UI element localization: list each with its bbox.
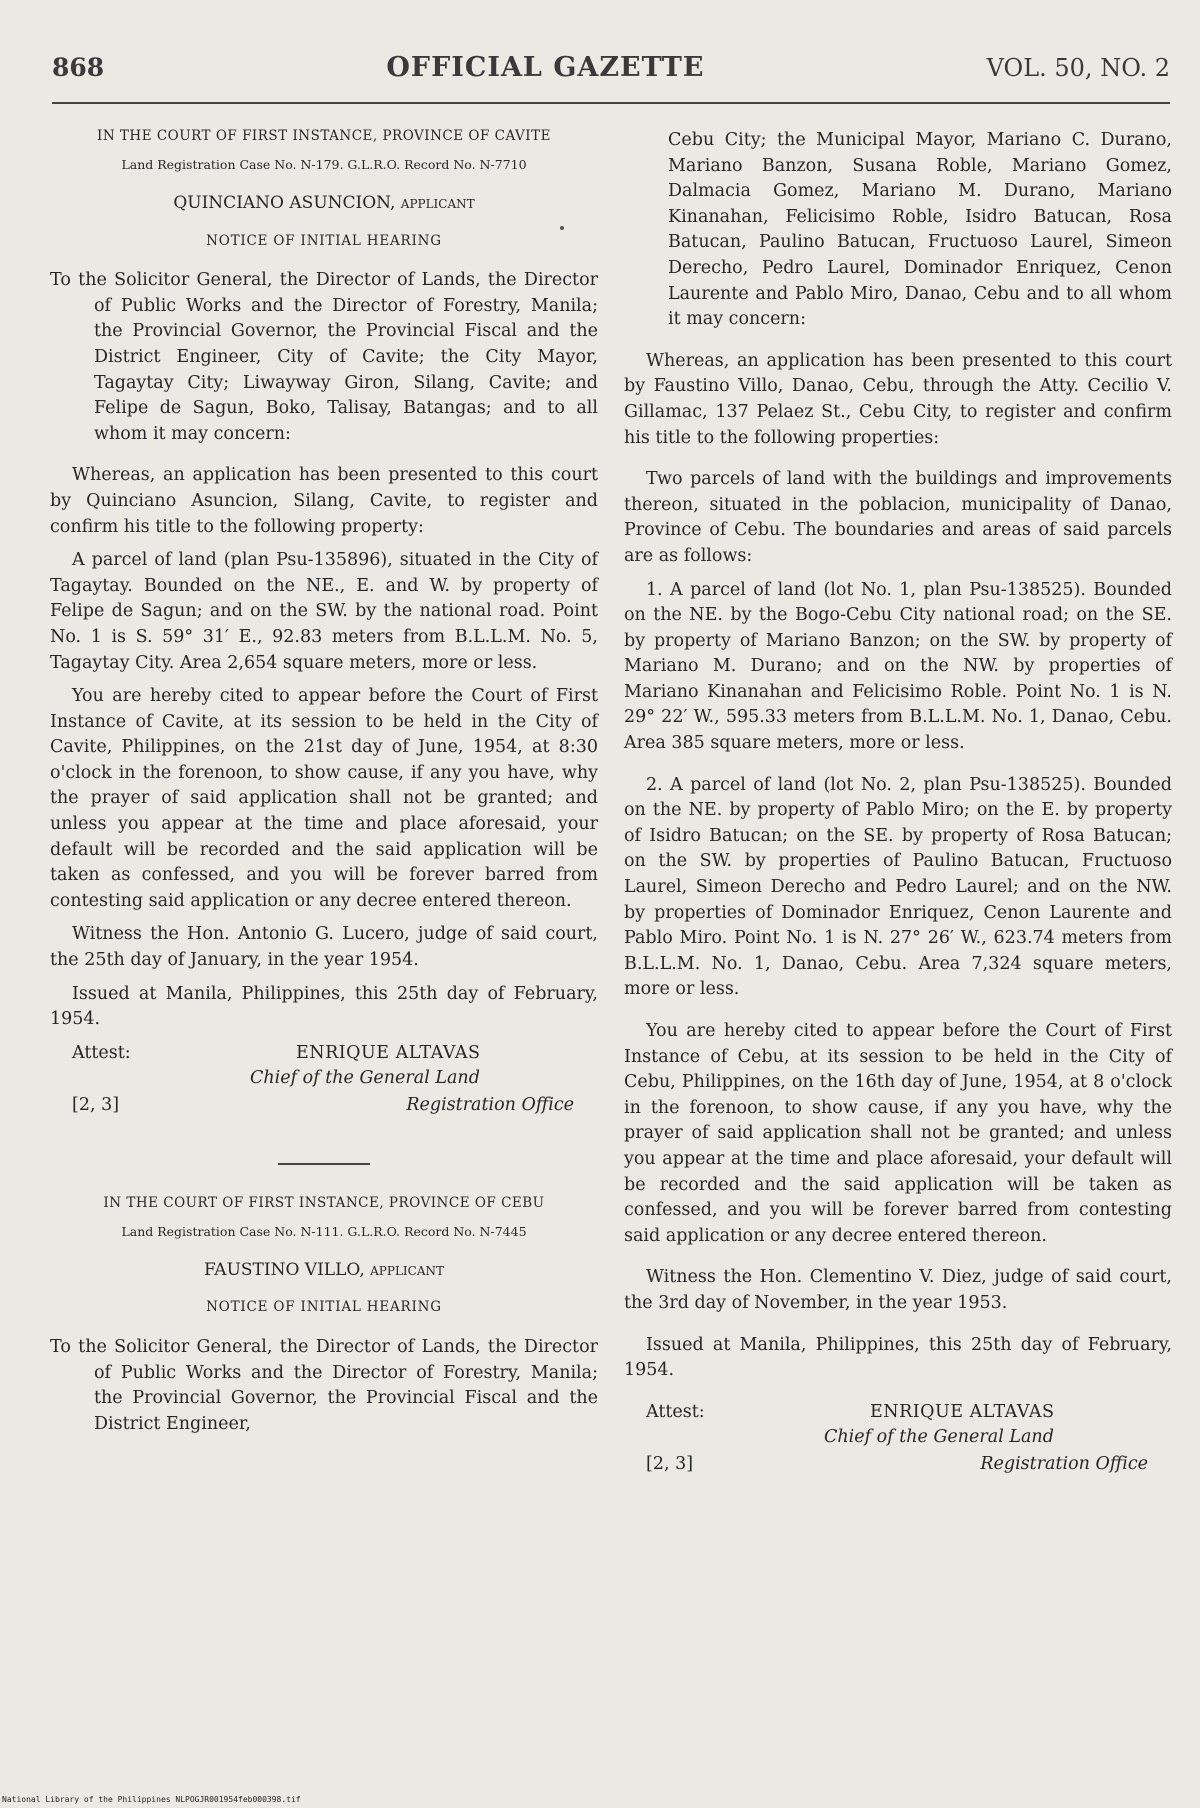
volume-number: VOL. 50, NO. 2 (986, 54, 1170, 82)
parcel-description: A parcel of land (plan Psu-135896), situated in the City of Tagaytay. Bounded on the NE., E. and W. by property of Felipe de Sagun; and on the SW. by the national road. Point No. 1 is S. 59° 31′ E., 92.83 meters from B.L.L.M. No. 5, Tagaytay City. Area 2,654 square meters, more or less. (50, 550, 598, 673)
issued-paragraph: Issued at Manila, Philippines, this 25th day of February, 1954. (50, 983, 598, 1030)
attest-title-line2: Registration Office (980, 1453, 1148, 1474)
attestation-block (624, 1400, 1172, 1492)
attest-name: ENRIQUE ALTAVAS (296, 1042, 481, 1063)
attest-title-line1: Chief of the General Land (250, 1067, 480, 1088)
parcel-description: 1. A parcel of land (lot No. 1, plan Psu-138525). Bounded on the NE. by the Bogo-Cebu City national road; on the SE. by property of Mariano Banzon; on the SW. by property of Mariano M. Durano; and on the NW. by properties of Mariano Kinanahan and Felicisimo Roble. Point No. 1 is N. 29° 22′ W., 595.33 meters from B.L.L.M. No. 1, Danao, Cebu. Area 385 square meters, more or less. (624, 579, 1172, 754)
parcel-description: 2. A parcel of land (lot No. 2, plan Psu-138525). Bounded on the NE. by property of Pablo Miro; on the E. by property of Isidro Batucan; on the SE. by property of Rosa Batucan; on the SW. by properties of Paulino Batucan, Fructuoso Laurel, Simeon Derecho and Pedro Laurel; and on the NW. by properties of Dominador Enriquez, Cenon Laurente and Pablo Miro. Point No. 1 is N. 27° 26′ W., 623.74 meters from B.L.L.M. No. 1, Danao, Cebu. Area 7,324 square meters, more or less. (624, 774, 1172, 1000)
attest-title-line2: Registration Office (406, 1094, 574, 1115)
witness-paragraph: Witness the Hon. Clementino V. Diez, judge of said court, the 3rd day of November, in the year 1953. (624, 1267, 1172, 1313)
citation-paragraph: You are hereby cited to appear before the Court of First Instance of Cebu, at its session to be held in the City of Cebu, Philippines, on the 16th day of June, 1954, at 8 o'clock in the forenoon, to show cause, if any you have, why the prayer of said application shall not be granted; and unless you appear at the time and place aforesaid, your default will be recorded and the said application will be taken as confessed, and you will be forever barred from contesting said application or any decree entered thereon. (624, 1021, 1172, 1246)
parcels-intro: Two parcels of land with the buildings and improvements thereon, situated in the poblacion, municipality of Danao, Province of Cebu. The boundaries and areas of said parcels are as follows: (624, 469, 1172, 566)
scan-footer: National Library of the Philippines NLPOGJR001954feb000398.tif (2, 1795, 301, 1804)
case-number: Land Registration Case No. N-179. G.L.R.O. Record No. N-7710 (121, 157, 527, 172)
attest-title-line1: Chief of the General Land (824, 1426, 1054, 1447)
page-number: 868 (52, 53, 105, 82)
applicant-name: FAUSTINO VILLO, applicant (203, 1259, 445, 1280)
notice-title: NOTICE OF INITIAL HEARING (206, 1299, 442, 1316)
attestation-block (50, 1041, 598, 1133)
section-divider (278, 1163, 370, 1165)
page-header (52, 52, 1170, 104)
publication-dates: [2, 3] (646, 1453, 694, 1474)
right-column (624, 128, 1172, 1512)
addressee-continuation: Cebu City; the Municipal Mayor, Mariano C. Durano, Mariano Banzon, Susana Roble, Mariano Gomez, Dalmacia Gomez, Mariano M. Durano, Mariano Kinanahan, Felicisimo Roble, Isidro Batucan, Rosa Batucan, Paulino Batucan, Fructuoso Laurel, Simeon Derecho, Pedro Laurel, Dominador Enriquez, Cenon Laurente and Pablo Miro, Danao, Cebu and to all whom it may concern: (668, 130, 1172, 330)
attest-name: ENRIQUE ALTAVAS (870, 1401, 1055, 1422)
witness-paragraph: Witness the Hon. Antonio G. Lucero, judge of said court, the 25th day of January, in the year 1954. (50, 924, 598, 971)
court-heading: IN THE COURT OF FIRST INSTANCE, PROVINCE OF CEBU (103, 1194, 545, 1211)
applicant-name: QUINCIANO ASUNCION, applicant (173, 193, 475, 213)
whereas-paragraph: Whereas, an application has been presented to this court by Faustino Villo, Danao, Cebu, through the Atty. Cecilio V. Gillamac, 137 Pelaez St., Cebu City, to register and confirm his title to the following properties: (624, 350, 1172, 448)
case-number: Land Registration Case No. N-111. G.L.R.O. Record No. N-7445 (121, 1223, 527, 1239)
issued-paragraph: Issued at Manila, Philippines, this 25th day of February, 1954. (624, 1334, 1172, 1381)
addressee-paragraph: To the Solicitor General, the Director of Lands, the Director of Public Works and the Director of Forestry, Manila; the Provincial Governor, the Provincial Fiscal and the District Engineer, (50, 1337, 598, 1434)
publication-title: OFFICIAL GAZETTE (386, 52, 705, 83)
left-column (50, 128, 598, 1453)
whereas-paragraph: Whereas, an application has been presented to this court by Quinciano Asuncion, Silang, Cavite, to register and confirm his title to the following property: (50, 465, 598, 537)
addressee-paragraph: To the Solicitor General, the Director of Lands, the Director of Public Works and the Director of Forestry, Manila; the Provincial Governor, the Provincial Fiscal and the District Engineer, City of Cavite; the City Mayor, Tagaytay City; Liwayway Giron, Silang, Cavite; and Felipe de Sagun, Boko, Talisay, Batangas; and to all whom it may concern: (50, 270, 598, 444)
publication-dates: [2, 3] (72, 1094, 120, 1115)
attest-label: Attest: (72, 1042, 131, 1063)
citation-paragraph: You are hereby cited to appear before the Court of First Instance of Cavite, at its session to be held in the City of Cavite, Philippines, on the 21st day of June, 1954, at 8:30 o'clock in the forenoon, to show cause, if any you have, why the prayer of said application shall not be granted; and unless you appear at the time and place aforesaid, your default will be recorded and the said application will be taken as confessed, and you will be forever barred from contesting said application or any decree entered thereon. (50, 686, 598, 911)
court-heading: IN THE COURT OF FIRST INSTANCE, PROVINCE OF CAVITE (96, 128, 551, 144)
notice-title: NOTICE OF INITIAL HEARING (206, 232, 442, 249)
attest-label: Attest: (646, 1401, 705, 1422)
